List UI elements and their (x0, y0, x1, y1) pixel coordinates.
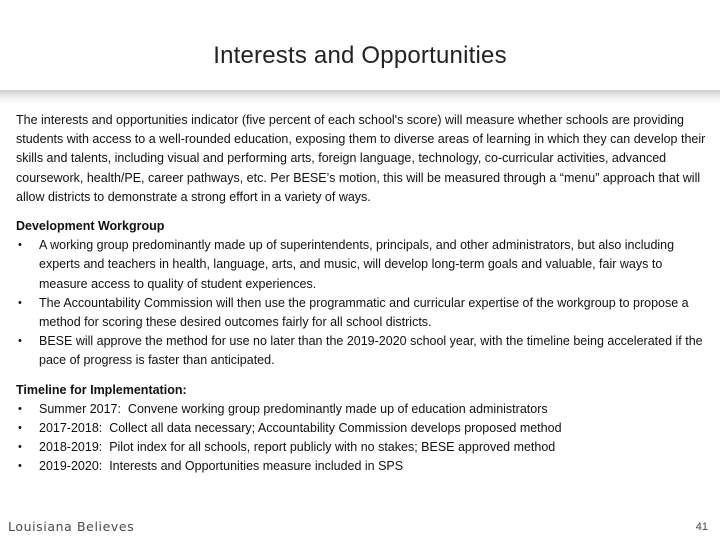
bullet-icon: • (18, 441, 22, 454)
bullet-icon: • (18, 296, 22, 309)
bullet-icon: • (18, 460, 22, 473)
list-item-text: Summer 2017: Convene working group predominantly made up of education administrators (39, 401, 548, 416)
list-item (16, 438, 708, 457)
workgroup-heading: Development Workgroup (16, 219, 165, 234)
list-item (16, 419, 708, 438)
list-item-text: The Accountability Commission will then use the programmatic and curricular expertise of the workgroup to propose a method for scoring these desired outcomes fairly for all school districts. (39, 295, 689, 330)
list-item (16, 332, 708, 370)
slide-title: Interests and Opportunities (213, 42, 507, 69)
bullet-icon: • (18, 422, 22, 435)
list-item-text: A working group predominantly made up of superintendents, principals, and other administrators, but also including experts and teachers in health, language, arts, and music, will develop long-term goals and valuable, fair ways to measure access to quality of student experiences. (39, 238, 675, 291)
title-divider (0, 90, 720, 104)
list-item (16, 400, 708, 419)
list-item-text: 2019-2020: Interests and Opportunities measure included in SPS (39, 459, 404, 474)
list-item-text: 2018-2019: Pilot index for all schools, report publicly with no stakes; BESE approved method (39, 440, 556, 455)
timeline-list (16, 400, 708, 477)
louisiana-believes-logo: Louisiana Believes (8, 519, 135, 534)
timeline-heading: Timeline for Implementation: (16, 382, 187, 397)
list-item (16, 457, 708, 476)
workgroup-list (16, 236, 708, 370)
page-number: 41 (695, 521, 708, 533)
intro-paragraph: The interests and opportunities indicator (five percent of each school's score) will measure whether schools are providing students with access to a well-rounded education, exposing them to diverse areas of learning in which they can develop their skills and talents, including visual and performing arts, foreign language, technology, co-curricular activities, advanced coursework, health/PE, career pathways, etc. Per BESE’s motion, this will be measured through a “menu” approach that will allow districts to demonstrate a strong effort in a variety of ways. (16, 113, 706, 204)
bullet-icon: • (18, 239, 22, 252)
list-item-text: BESE will approve the method for use no later than the 2019-2020 school year, with the timeline being accelerated if the pace of progress is faster than anticipated. (39, 334, 703, 368)
slide-body (16, 111, 708, 487)
list-item (16, 236, 708, 294)
list-item (16, 294, 708, 332)
bullet-icon: • (18, 402, 22, 415)
bullet-icon: • (18, 335, 22, 348)
title-area (0, 0, 720, 90)
list-item-text: 2017-2018: Collect all data necessary; Accountability Commission develops proposed method (39, 421, 562, 436)
